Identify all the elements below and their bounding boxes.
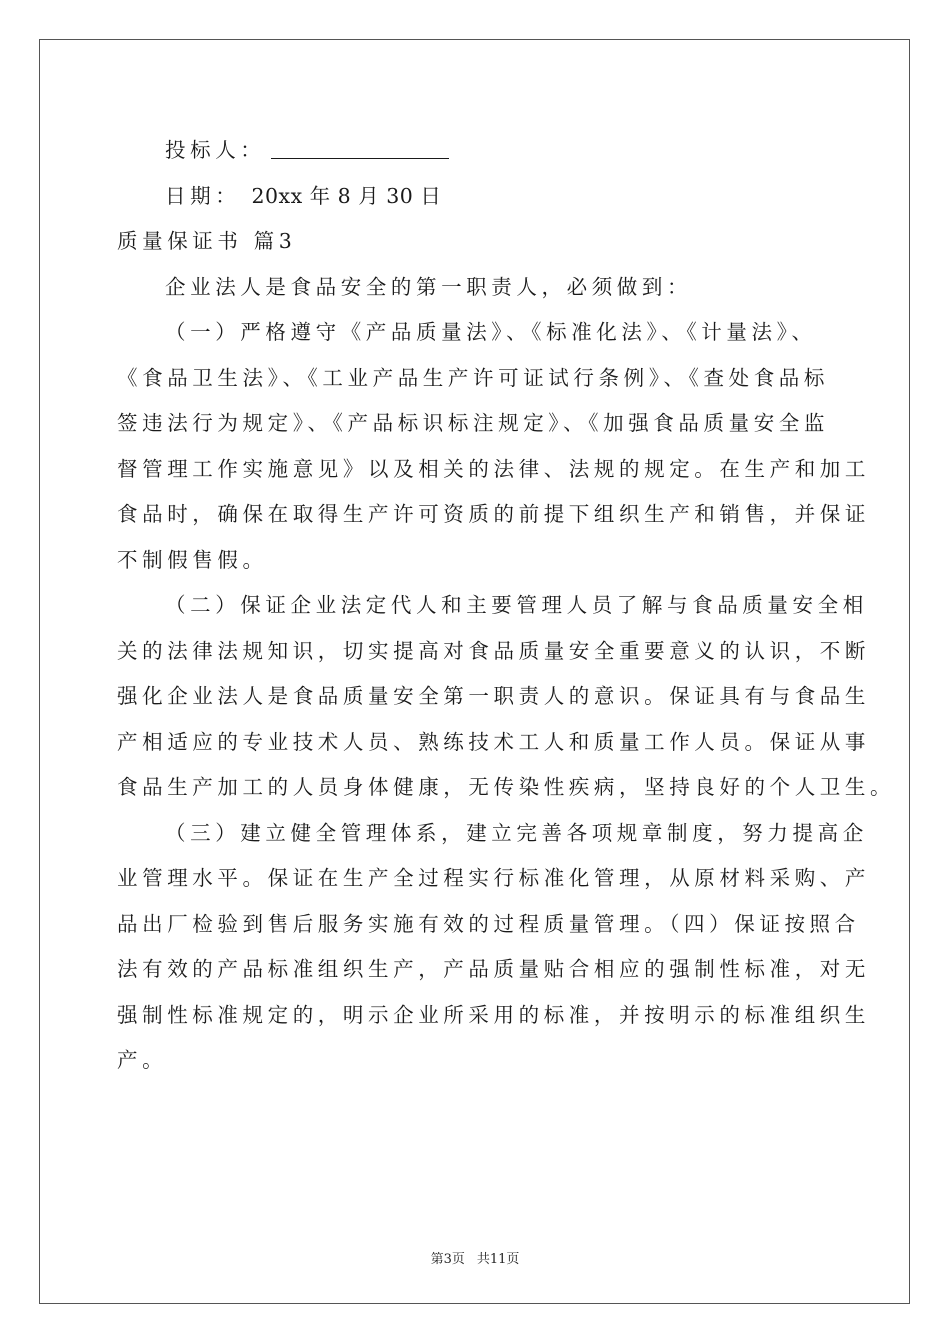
text-line: （二）保证企业法定代人和主要管理人员了解与食品质量安全相	[165, 593, 868, 617]
text-line: 法有效的产品标准组织生产，产品质量贴合相应的强制性标准，对无	[117, 957, 870, 981]
paragraph-lines	[117, 265, 896, 1084]
bidder-blank[interactable]	[271, 136, 449, 159]
text-line: 强制性标准规定的，明示企业所采用的标准，并按明示的标准组织生	[117, 1002, 870, 1027]
document-body	[117, 128, 896, 1084]
bidder-label: 投标人：	[165, 138, 266, 162]
text-line: 关的法律法规知识，切实提高对食品质量安全重要意义的认识，不断	[117, 638, 870, 663]
text-line: 强化企业法人是食品质量安全第一职责人的意识。保证具有与食品生	[117, 684, 870, 708]
text-line: 不制假售假。	[117, 547, 268, 572]
text-line: 食品时，确保在取得生产许可资质的前提下组织生产和销售，并保证	[117, 502, 870, 526]
text-line: 督管理工作实施意见》以及相关的法律、法规的规定。在生产和加工	[117, 456, 870, 481]
text-line: 产。	[117, 1048, 168, 1072]
text-line: 产相适应的专业技术人员、熟练技术工人和质量工作人员。保证从事	[117, 729, 870, 754]
text-line: 《食品卫生法》、《工业产品生产许可证试行条例》、《查处食品标	[117, 365, 829, 390]
page-footer	[0, 1248, 950, 1267]
page-number: 第3页	[430, 1252, 465, 1267]
text-line: （三）建立健全管理体系，建立完善各项规章制度，努力提高企	[165, 820, 868, 845]
text-line: 品出厂检验到售后服务实施有效的过程质量管理。（四）保证按照合	[117, 911, 860, 936]
text-line: 签违法行为规定》、《产品标识标注规定》、《加强食品质量安全监	[117, 411, 829, 435]
section-title: 质量保证书 篇3	[117, 229, 297, 253]
date-label: 日期：	[165, 183, 241, 208]
text-line: （一）严格遵守《产品质量法》、《标准化法》、《计量法》、	[165, 320, 817, 344]
date-line	[117, 174, 837, 220]
date-value: 20xx 年 8 月 30 日	[251, 183, 442, 208]
text-line: 业管理水平。保证在生产全过程实行标准化管理，从原材料采购、产	[117, 866, 870, 890]
bidder-line	[117, 128, 837, 174]
page-total: 共11页	[476, 1252, 520, 1267]
text-line: 食品生产加工的人员身体健康，无传染性疾病，坚持良好的个人卫生。	[117, 775, 896, 799]
text-line: 企业法人是食品安全的第一职责人，必须做到：	[165, 274, 693, 299]
